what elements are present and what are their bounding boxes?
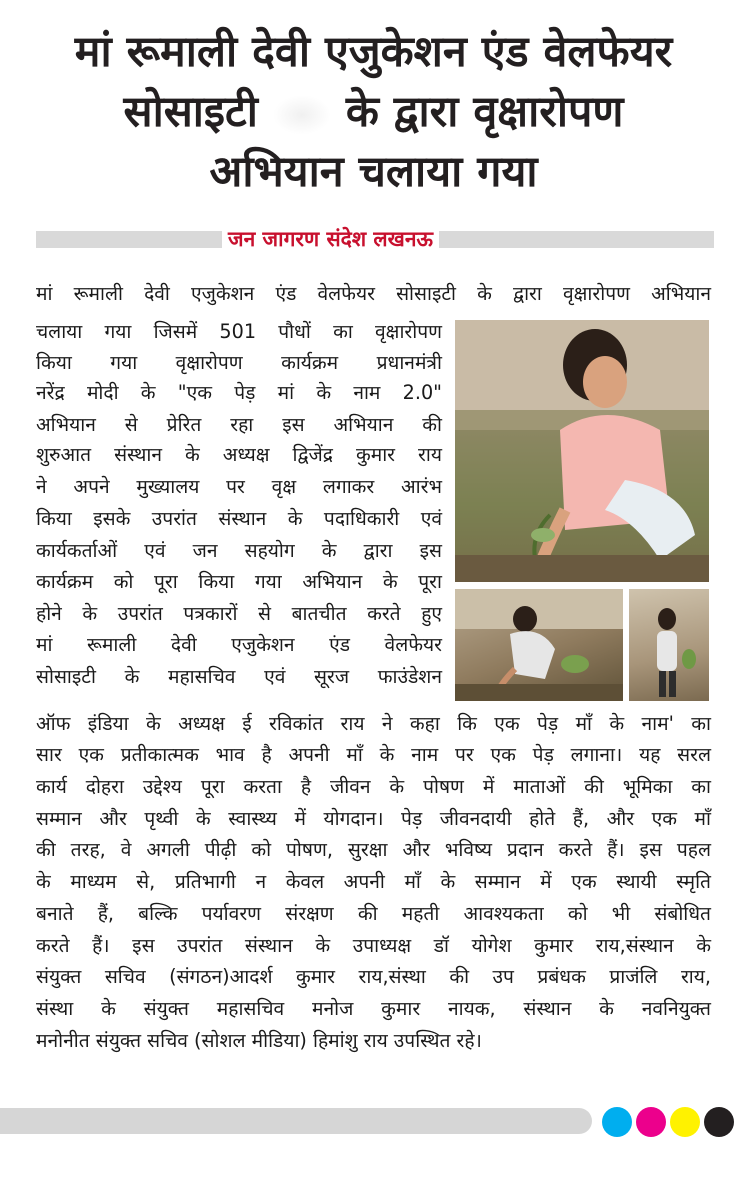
child-planting-photo xyxy=(455,589,623,701)
headline-line-2 xyxy=(20,82,727,142)
woman-with-plant-photo xyxy=(629,589,709,701)
black-registration-dot xyxy=(704,1107,734,1137)
body-line: के माध्यम से, प्रतिभागी न केवल अपनी माँ के सम्मान में एक स्थायी स्मृति xyxy=(36,870,711,893)
body-line: सोसाइटी के महासचिव एवं सूरज फाउंडेशन xyxy=(36,665,442,688)
body-line: संस्था के संयुक्त महासचिव मनोज कुमार नायक, संस्थान के नवनियुक्त xyxy=(36,997,711,1020)
body-line: किया इसके उपरांत संस्थान के पदाधिकारी एवं xyxy=(36,507,442,530)
headline-line-2-part-1: सोसाइटी xyxy=(123,87,258,137)
yellow-registration-dot xyxy=(670,1107,700,1137)
body-line: बनाते हैं, बल्कि पर्यावरण संरक्षण की महती आवश्यकता को भी संबोधित xyxy=(36,902,711,925)
headline-line-3: अभियान चलाया गया xyxy=(209,147,538,197)
headline-line-2-part-2: के द्वारा वृक्षारोपण xyxy=(345,87,624,137)
byline: जन जागरण संदेश लखनऊ xyxy=(222,220,439,258)
body-line: मां रूमाली देवी एजुकेशन एंड वेलफेयर सोसाइटी के द्वारा वृक्षारोपण अभियान xyxy=(36,282,711,305)
body-line: सम्मान और पृथ्वी के स्वास्थ्य में योगदान। पेड़ जीवनदायी होते हैं, और एक माँ xyxy=(36,807,711,830)
cyan-registration-dot xyxy=(602,1107,632,1137)
body-line: मनोनीत संयुक्त सचिव (सोशल मीडिया) हिमांशु राय उपस्थित रहे। xyxy=(36,1029,482,1052)
body-line: ने अपने मुख्यालय पर वृक्ष लगाकर आरंभ xyxy=(36,475,442,498)
footer-gray-bar xyxy=(0,1108,592,1134)
body-line: ऑफ इंडिया के अध्यक्ष ई रविकांत राय ने कहा कि एक पेड़ माँ के नाम' का xyxy=(36,712,711,735)
body-line: कार्य दोहरा उद्देश्य पूरा करता है जीवन के पोषण में माताओं की भूमिका का xyxy=(36,775,711,798)
body-line: अभियान से प्रेरित रहा इस अभियान की xyxy=(36,413,442,436)
body-line: शुरुआत संस्थान के अध्यक्ष द्विजेंद्र कुमार राय xyxy=(36,443,442,466)
body-line: करते हैं। इस उपरांत संस्थान के उपाध्यक्ष डॉ योगेश कुमार राय,संस्थान के xyxy=(36,934,711,957)
headline xyxy=(20,22,727,202)
body-line: होने के उपरांत पत्रकारों से बातचीत करते हुए xyxy=(36,602,442,625)
body-line: सार एक प्रतीकात्मक भाव है अपनी माँ के नाम पर एक पेड़ लगाना। यह सरल xyxy=(36,743,711,766)
magenta-registration-dot xyxy=(636,1107,666,1137)
body-line: किया गया वृक्षारोपण कार्यक्रम प्रधानमंत्री xyxy=(36,351,442,374)
body-line: कार्यकर्ताओं एवं जन सहयोग के द्वारा इस xyxy=(36,539,442,562)
blurred-logo xyxy=(273,95,331,135)
body-line: की तरह, वे अगली पीढ़ी को पोषण, सुरक्षा और भविष्य प्रदान करते हैं। इस पहल xyxy=(36,838,711,861)
woman-planting-sapling-photo xyxy=(455,320,709,582)
headline-line-1: मां रूमाली देवी एजुकेशन एंड वेलफेयर xyxy=(74,27,673,77)
body-line: कार्यक्रम को पूरा किया गया अभियान के पूरा xyxy=(36,570,442,593)
body-line: मां रूमाली देवी एजुकेशन एंड वेलफेयर xyxy=(36,633,442,656)
body-line: नरेंद्र मोदी के "एक पेड़ मां के नाम 2.0" xyxy=(36,381,442,404)
body-line: चलाया गया जिसमें 501 पौधों का वृक्षारोपण xyxy=(36,320,442,343)
body-line: संयुक्त सचिव (संगठन)आदर्श कुमार राय,संस्था की उप प्रबंधक प्राजंलि राय, xyxy=(36,965,711,988)
